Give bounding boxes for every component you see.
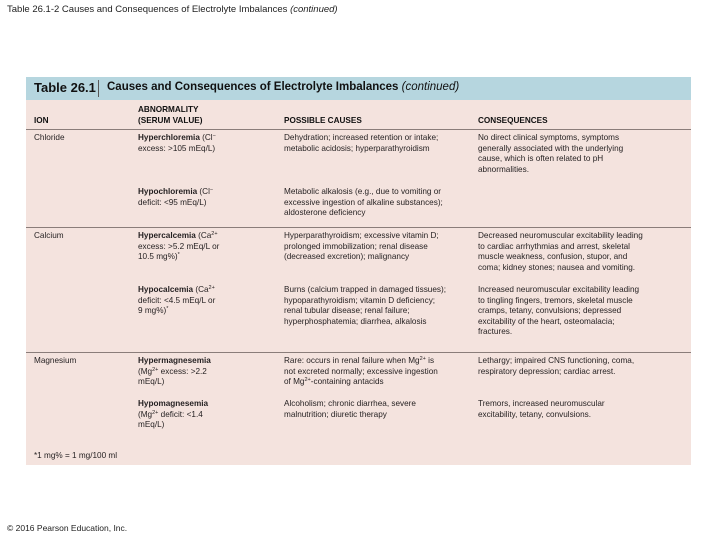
causes-line: not excreted normally; excessive ingestion <box>284 366 438 376</box>
abnormality-name: Hypomagnesemia <box>138 399 209 408</box>
abnormality-name: Hypercalcemia <box>138 231 196 240</box>
consequences-line: Decreased neuromuscular excitability leading <box>478 231 643 240</box>
column-header-consequences: CONSEQUENCES <box>478 116 548 125</box>
slide-title-continued: (continued) <box>290 4 338 15</box>
table-header-bar <box>26 77 691 100</box>
electrolyte-table <box>26 77 691 465</box>
abnormality-line: deficit: <4.5 mEq/L or <box>138 295 216 305</box>
abnormality-line: Hypocalcemia ($Ca^{2+}$ <box>138 285 215 294</box>
causes-line: metabolic acidosis; hyperparathyroidism <box>284 143 430 153</box>
consequences-line: Increased neuromuscular excitability leading <box>478 285 640 294</box>
consequences-line: muscle weakness, confusion, stupor, and <box>478 252 628 261</box>
consequences-line: respiratory depression; cardiac arrest. <box>478 366 616 376</box>
causes-line: aldosterone deficiency <box>284 208 366 217</box>
consequences-line: cramps, tetany, convulsions; depressed <box>478 306 622 315</box>
table-title-text: Causes and Consequences of Electrolyte Imbalances <box>107 81 399 93</box>
row-divider <box>26 227 691 228</box>
superscript: 2+ <box>152 366 159 373</box>
column-header-abnormality <box>138 105 202 126</box>
column-header-causes: POSSIBLE CAUSES <box>284 116 362 125</box>
causes-line: Burns (calcium trapped in damaged tissues); <box>284 285 447 294</box>
superscript: − <box>209 187 214 193</box>
abnormality-line: deficit: <95 mEq/L) <box>138 197 207 207</box>
causes-line: hypoparathyroidism; vitamin D deficiency; <box>284 295 436 305</box>
ion-label: Calcium <box>34 231 64 240</box>
abnormality-line: ($Mg^{2+}$ deficit: <1.4 <box>138 409 203 419</box>
consequences-line: generally associated with the underlying <box>478 143 624 153</box>
column-header-abnormality-line-1: ABNORMALITY <box>138 105 199 114</box>
causes-line: renal tubular disease; renal failure; <box>284 306 410 315</box>
table-title <box>107 81 459 93</box>
abnormality-name: Hypochloremia <box>138 187 198 196</box>
abnormality-cell <box>138 399 208 431</box>
possible-causes-cell <box>284 356 438 388</box>
abnormality-line <box>138 356 211 367</box>
superscript: 2+ <box>208 285 215 291</box>
causes-line: excessive ingestion of alkaline substances); <box>284 197 443 207</box>
consequences-line: fractures. <box>478 327 513 336</box>
slide-title-text: Table 26.1-2 Causes and Consequences of Electrolyte Imbalances <box>7 4 288 15</box>
causes-line: hyperphosphatemia; diarrhea, alkalosis <box>284 316 427 326</box>
consequences-line: to tingling fingers, tremors, skeletal muscle <box>478 295 633 305</box>
consequences-line: Lethargy; impaired CNS functioning, coma, <box>478 356 635 365</box>
abnormality-line: Hyperchloremia (Cl− <box>138 133 216 142</box>
abnormality-name: Hypermagnesemia <box>138 356 211 365</box>
consequences-line: No direct clinical symptoms, symptoms <box>478 133 620 142</box>
slide-title <box>7 4 338 15</box>
abnormality-line: Hypochloremia (Cl− <box>138 187 214 196</box>
superscript: 2+ <box>152 409 159 416</box>
table-number: Table 26.1 <box>34 80 96 95</box>
superscript: − <box>212 133 216 139</box>
abnormality-line: Hypercalcemia ($Ca^{2+}$ <box>138 231 218 240</box>
causes-line: Metabolic alkalosis (e.g., due to vomiting or <box>284 187 442 196</box>
causes-line: prolonged immobilization; renal disease <box>284 241 428 251</box>
ion-label: Chloride <box>34 133 65 142</box>
column-header-abnormality-line-2: (SERUM VALUE) <box>138 115 203 125</box>
abnormality-line: 9 mg%)* <box>138 306 169 315</box>
causes-line: of $Mg^{2+}$-containing antacids <box>284 377 384 386</box>
possible-causes-cell <box>284 399 416 420</box>
consequences-cell <box>478 285 639 338</box>
abnormality-line: ($Mg^{2+}$ excess: >2.2 <box>138 366 207 376</box>
ion-label: Magnesium <box>34 356 77 365</box>
copyright: © 2016 Pearson Education, Inc. <box>7 523 128 533</box>
superscript: 2+ <box>211 231 218 237</box>
consequences-line: coma; kidney stones; nausea and vomiting. <box>478 262 636 272</box>
causes-line: Hyperparathyroidism; excessive vitamin D; <box>284 231 439 240</box>
possible-causes-cell <box>284 285 446 327</box>
consequences-cell <box>478 231 643 273</box>
consequences-line: cause, which is often related to pH <box>478 154 604 163</box>
possible-causes-cell <box>284 133 438 154</box>
superscript: * <box>177 252 180 258</box>
row-divider <box>26 352 691 353</box>
abnormality-line: excess: >105 mEq/L) <box>138 143 216 153</box>
abnormality-name: Hypocalcemia <box>138 285 194 294</box>
table-footnote: *1 mg% = 1 mg/100 ml <box>34 451 118 460</box>
abnormality-cell <box>138 187 213 208</box>
consequences-line: excitability of the heart, osteomalacia; <box>478 316 615 326</box>
table-title-continued: (continued) <box>401 81 460 93</box>
consequences-cell <box>478 133 623 175</box>
column-header-ion: ION <box>34 116 49 125</box>
superscript: 2+ <box>304 377 311 383</box>
consequences-line: to cardiac arrhythmias and arrest, skeletal <box>478 241 630 251</box>
abnormality-cell <box>138 356 211 388</box>
consequences-line: abnormalities. <box>478 164 529 174</box>
abnormality-line: mEq/L) <box>138 420 165 429</box>
abnormality-line: excess: >5.2 mEq/L or <box>138 241 220 251</box>
consequences-cell <box>478 356 634 377</box>
possible-causes-cell <box>284 187 443 219</box>
abnormality-line <box>138 399 208 410</box>
causes-line: (decreased excretion); malignancy <box>284 252 410 261</box>
column-header-rule <box>26 129 691 130</box>
abnormality-cell <box>138 133 216 154</box>
causes-line: Dehydration; increased retention or intake; <box>284 133 439 142</box>
header-divider <box>98 80 99 97</box>
abnormality-name: Hyperchloremia <box>138 133 200 142</box>
abnormality-line: 10.5 mg%)* <box>138 252 180 261</box>
consequences-line: excitability, tetany, convulsions. <box>478 409 592 419</box>
causes-line: malnutrition; diuretic therapy <box>284 409 387 419</box>
abnormality-cell <box>138 285 215 317</box>
possible-causes-cell <box>284 231 439 263</box>
causes-line: Alcoholism; chronic diarrhea, severe <box>284 399 416 408</box>
abnormality-line: mEq/L) <box>138 377 165 386</box>
superscript: 2+ <box>419 356 426 362</box>
consequences-cell <box>478 399 605 420</box>
causes-line: Rare: occurs in renal failure when $Mg^{2+}$ is <box>284 356 435 365</box>
abnormality-cell <box>138 231 219 263</box>
consequences-line: Tremors, increased neuromuscular <box>478 399 605 408</box>
superscript: * <box>166 306 169 312</box>
